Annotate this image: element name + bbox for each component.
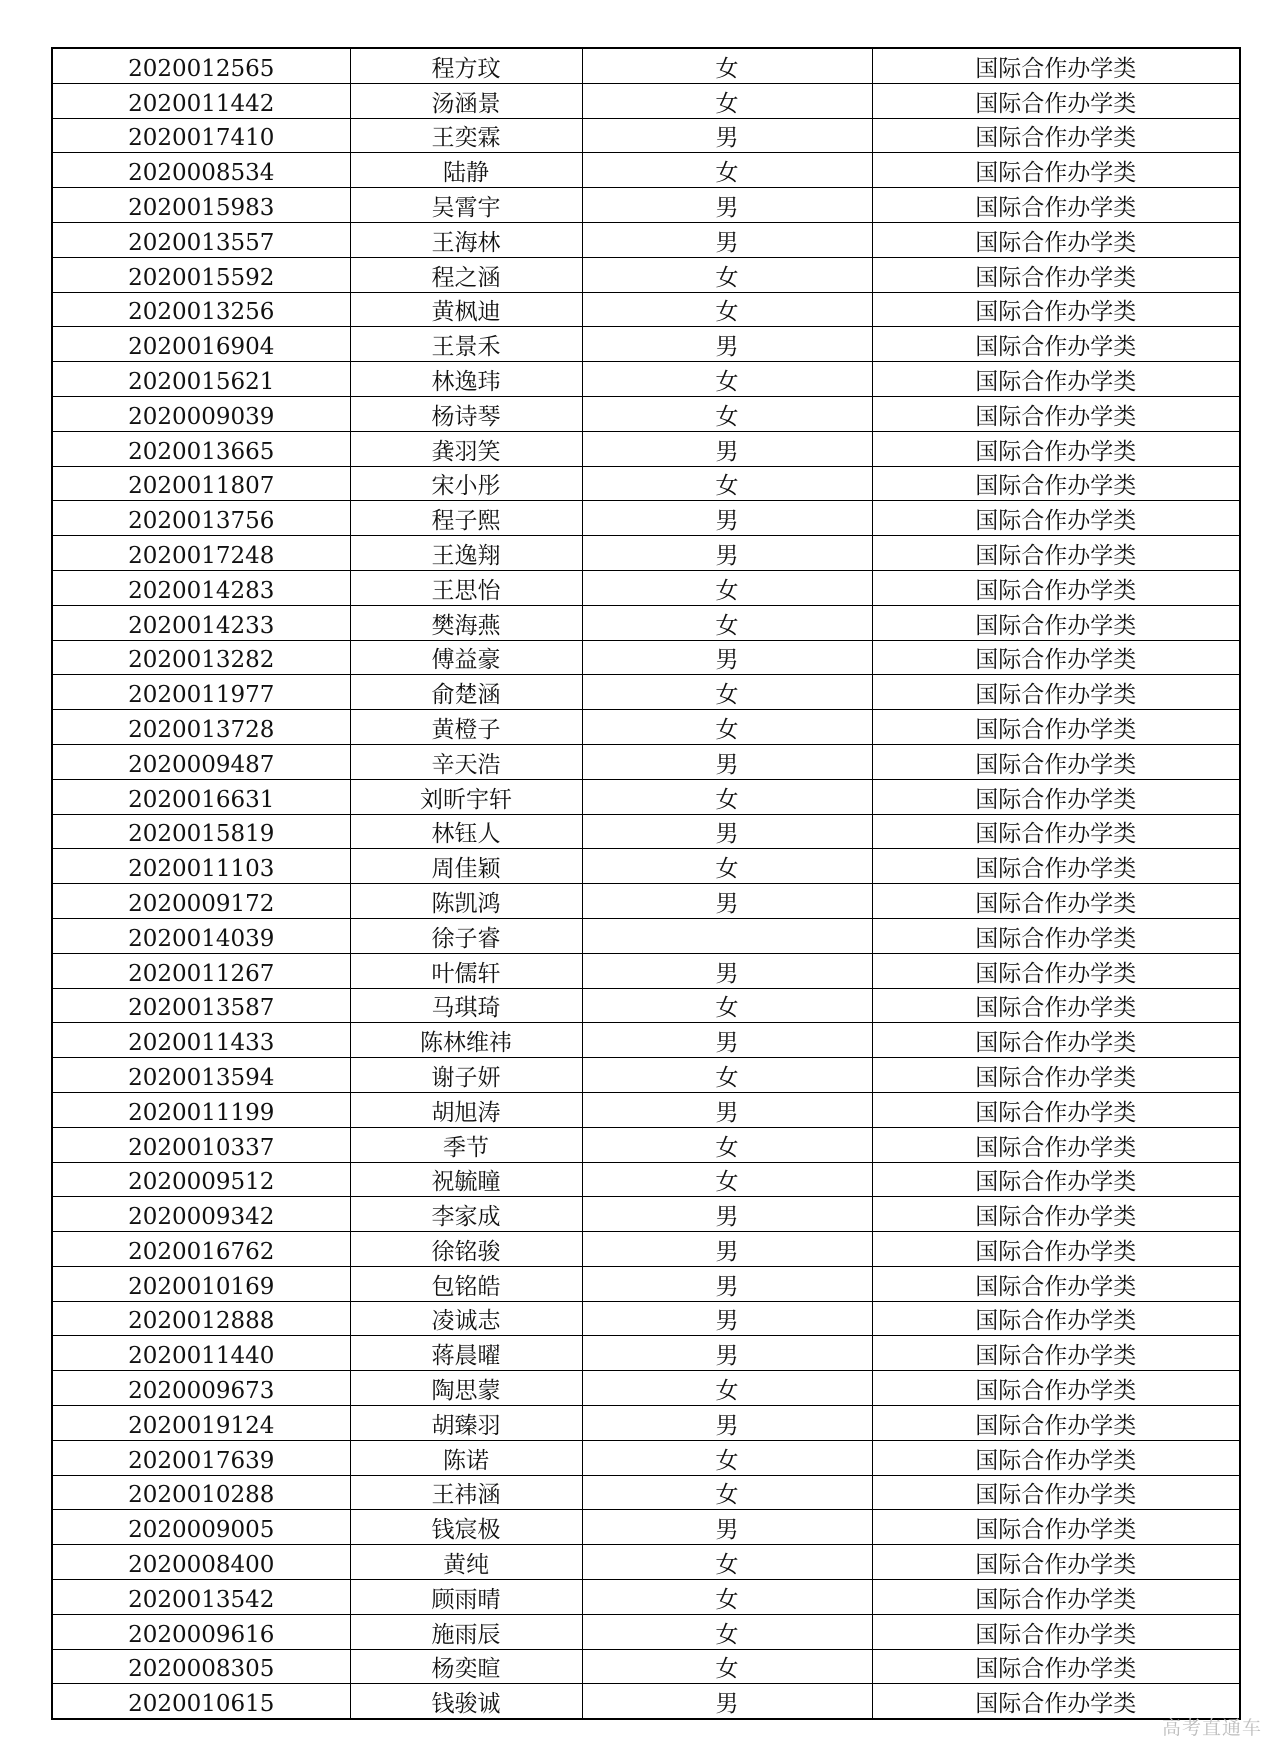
student-name-cell: 凌诚志 <box>350 1301 582 1336</box>
student-name-cell: 包铭皓 <box>350 1266 582 1301</box>
category-cell: 国际合作办学类 <box>872 327 1240 362</box>
category-cell: 国际合作办学类 <box>872 1545 1240 1580</box>
table-row <box>52 1162 1240 1197</box>
table-row <box>52 1545 1240 1580</box>
student-name-cell: 王景禾 <box>350 327 582 362</box>
student-id-cell: 2020008534 <box>52 153 350 188</box>
student-id-cell: 2020013587 <box>52 988 350 1023</box>
gender-cell: 女 <box>582 1580 872 1615</box>
student-name-cell: 胡臻羽 <box>350 1406 582 1441</box>
watermark-text: 高考直通车 <box>1161 1717 1262 1739</box>
gender-cell: 男 <box>582 814 872 849</box>
gender-cell: 女 <box>582 605 872 640</box>
student-name-cell: 杨奕暄 <box>350 1649 582 1684</box>
gender-cell: 女 <box>582 710 872 745</box>
table-row <box>52 327 1240 362</box>
gender-cell: 男 <box>582 118 872 153</box>
table-row <box>52 1684 1240 1719</box>
gender-cell: 女 <box>582 153 872 188</box>
table-row <box>52 466 1240 501</box>
student-id-cell: 2020010169 <box>52 1266 350 1301</box>
category-cell: 国际合作办学类 <box>872 953 1240 988</box>
student-name-cell: 樊海燕 <box>350 605 582 640</box>
table-row <box>52 1127 1240 1162</box>
category-cell: 国际合作办学类 <box>872 222 1240 257</box>
category-cell: 国际合作办学类 <box>872 257 1240 292</box>
table-row <box>52 849 1240 884</box>
gender-cell: 男 <box>582 188 872 223</box>
student-id-cell: 2020008305 <box>52 1649 350 1684</box>
student-id-cell: 2020009172 <box>52 884 350 919</box>
table-row <box>52 1092 1240 1127</box>
table-row <box>52 1301 1240 1336</box>
category-cell: 国际合作办学类 <box>872 48 1240 83</box>
student-name-cell: 程之涵 <box>350 257 582 292</box>
student-id-cell: 2020013665 <box>52 431 350 466</box>
student-name-cell: 辛天浩 <box>350 744 582 779</box>
student-id-cell: 2020011807 <box>52 466 350 501</box>
table-row <box>52 362 1240 397</box>
gender-cell: 女 <box>582 48 872 83</box>
student-id-cell: 2020017639 <box>52 1440 350 1475</box>
gender-cell <box>582 918 872 953</box>
student-name-cell: 季节 <box>350 1127 582 1162</box>
student-id-cell: 2020011199 <box>52 1092 350 1127</box>
table-row <box>52 1406 1240 1441</box>
category-cell: 国际合作办学类 <box>872 1058 1240 1093</box>
category-cell: 国际合作办学类 <box>872 1580 1240 1615</box>
student-id-cell: 2020016904 <box>52 327 350 362</box>
category-cell: 国际合作办学类 <box>872 431 1240 466</box>
table-row <box>52 1232 1240 1267</box>
gender-cell: 男 <box>582 1266 872 1301</box>
category-cell: 国际合作办学类 <box>872 1301 1240 1336</box>
gender-cell: 男 <box>582 640 872 675</box>
student-id-cell: 2020009616 <box>52 1614 350 1649</box>
student-id-cell: 2020012565 <box>52 48 350 83</box>
category-cell: 国际合作办学类 <box>872 1475 1240 1510</box>
student-name-cell: 陈林维祎 <box>350 1023 582 1058</box>
table-row <box>52 570 1240 605</box>
student-id-cell: 2020012888 <box>52 1301 350 1336</box>
table-row <box>52 118 1240 153</box>
gender-cell: 男 <box>582 953 872 988</box>
student-name-cell: 施雨辰 <box>350 1614 582 1649</box>
student-id-cell: 2020015983 <box>52 188 350 223</box>
gender-cell: 男 <box>582 1092 872 1127</box>
category-cell: 国际合作办学类 <box>872 1266 1240 1301</box>
gender-cell: 男 <box>582 501 872 536</box>
student-name-cell: 黄枫迪 <box>350 292 582 327</box>
student-name-cell: 叶儒轩 <box>350 953 582 988</box>
student-id-cell: 2020011440 <box>52 1336 350 1371</box>
gender-cell: 女 <box>582 466 872 501</box>
student-name-cell: 王祎涵 <box>350 1475 582 1510</box>
student-name-cell: 陈凯鸿 <box>350 884 582 919</box>
table-row <box>52 1371 1240 1406</box>
student-id-cell: 2020009512 <box>52 1162 350 1197</box>
gender-cell: 女 <box>582 570 872 605</box>
student-id-cell: 2020019124 <box>52 1406 350 1441</box>
gender-cell: 女 <box>582 1162 872 1197</box>
category-cell: 国际合作办学类 <box>872 362 1240 397</box>
category-cell: 国际合作办学类 <box>872 396 1240 431</box>
table-row <box>52 1649 1240 1684</box>
student-name-cell: 胡旭涛 <box>350 1092 582 1127</box>
gender-cell: 女 <box>582 1545 872 1580</box>
student-id-cell: 2020016631 <box>52 779 350 814</box>
table-row <box>52 431 1240 466</box>
student-id-cell: 2020011977 <box>52 675 350 710</box>
student-name-cell: 王逸翔 <box>350 536 582 571</box>
gender-cell: 男 <box>582 1336 872 1371</box>
category-cell: 国际合作办学类 <box>872 1440 1240 1475</box>
gender-cell: 女 <box>582 362 872 397</box>
table-row <box>52 292 1240 327</box>
table-row <box>52 1266 1240 1301</box>
gender-cell: 男 <box>582 536 872 571</box>
student-name-cell: 周佳颖 <box>350 849 582 884</box>
student-name-cell: 钱宸极 <box>350 1510 582 1545</box>
student-id-cell: 2020011442 <box>52 83 350 118</box>
table-row <box>52 1336 1240 1371</box>
student-id-cell: 2020015592 <box>52 257 350 292</box>
gender-cell: 女 <box>582 83 872 118</box>
table-row <box>52 257 1240 292</box>
gender-cell: 男 <box>582 327 872 362</box>
gender-cell: 女 <box>582 396 872 431</box>
category-cell: 国际合作办学类 <box>872 1649 1240 1684</box>
student-id-cell: 2020009487 <box>52 744 350 779</box>
category-cell: 国际合作办学类 <box>872 1371 1240 1406</box>
student-name-cell: 林逸玮 <box>350 362 582 397</box>
category-cell: 国际合作办学类 <box>872 675 1240 710</box>
table-row <box>52 953 1240 988</box>
category-cell: 国际合作办学类 <box>872 1092 1240 1127</box>
student-id-cell: 2020010288 <box>52 1475 350 1510</box>
table-row <box>52 1614 1240 1649</box>
table-row <box>52 814 1240 849</box>
category-cell: 国际合作办学类 <box>872 710 1240 745</box>
student-name-cell: 王思怡 <box>350 570 582 605</box>
student-id-cell: 2020011433 <box>52 1023 350 1058</box>
gender-cell: 男 <box>582 1406 872 1441</box>
student-id-cell: 2020011267 <box>52 953 350 988</box>
table-row <box>52 1510 1240 1545</box>
category-cell: 国际合作办学类 <box>872 118 1240 153</box>
student-name-cell: 徐铭骏 <box>350 1232 582 1267</box>
student-id-cell: 2020011103 <box>52 849 350 884</box>
category-cell: 国际合作办学类 <box>872 884 1240 919</box>
student-name-cell: 顾雨晴 <box>350 1580 582 1615</box>
table-row <box>52 918 1240 953</box>
category-cell: 国际合作办学类 <box>872 292 1240 327</box>
category-cell: 国际合作办学类 <box>872 988 1240 1023</box>
gender-cell: 男 <box>582 884 872 919</box>
table-row <box>52 153 1240 188</box>
student-name-cell: 傅益豪 <box>350 640 582 675</box>
student-id-cell: 2020013542 <box>52 1580 350 1615</box>
student-name-cell: 黄橙子 <box>350 710 582 745</box>
category-cell: 国际合作办学类 <box>872 744 1240 779</box>
gender-cell: 女 <box>582 1058 872 1093</box>
student-id-cell: 2020013756 <box>52 501 350 536</box>
category-cell: 国际合作办学类 <box>872 1406 1240 1441</box>
category-cell: 国际合作办学类 <box>872 605 1240 640</box>
category-cell: 国际合作办学类 <box>872 188 1240 223</box>
gender-cell: 男 <box>582 1232 872 1267</box>
table-row <box>52 1580 1240 1615</box>
student-name-cell: 陶思蒙 <box>350 1371 582 1406</box>
student-id-cell: 2020013557 <box>52 222 350 257</box>
table-row <box>52 1440 1240 1475</box>
student-id-cell: 2020013256 <box>52 292 350 327</box>
student-name-cell: 林钰人 <box>350 814 582 849</box>
category-cell: 国际合作办学类 <box>872 1162 1240 1197</box>
category-cell: 国际合作办学类 <box>872 1614 1240 1649</box>
gender-cell: 男 <box>582 431 872 466</box>
category-cell: 国际合作办学类 <box>872 814 1240 849</box>
table-row <box>52 536 1240 571</box>
student-name-cell: 徐子睿 <box>350 918 582 953</box>
gender-cell: 女 <box>582 1475 872 1510</box>
category-cell: 国际合作办学类 <box>872 83 1240 118</box>
category-cell: 国际合作办学类 <box>872 779 1240 814</box>
table-row <box>52 188 1240 223</box>
gender-cell: 女 <box>582 675 872 710</box>
student-id-cell: 2020013728 <box>52 710 350 745</box>
gender-cell: 女 <box>582 1371 872 1406</box>
student-name-cell: 汤涵景 <box>350 83 582 118</box>
gender-cell: 女 <box>582 988 872 1023</box>
category-cell: 国际合作办学类 <box>872 536 1240 571</box>
gender-cell: 女 <box>582 1614 872 1649</box>
student-name-cell: 祝毓瞳 <box>350 1162 582 1197</box>
table-row <box>52 48 1240 83</box>
table-row <box>52 1023 1240 1058</box>
gender-cell: 男 <box>582 1301 872 1336</box>
student-name-cell: 宋小彤 <box>350 466 582 501</box>
category-cell: 国际合作办学类 <box>872 1684 1240 1719</box>
student-name-cell: 马琪琦 <box>350 988 582 1023</box>
student-name-cell: 李家成 <box>350 1197 582 1232</box>
student-id-cell: 2020009005 <box>52 1510 350 1545</box>
student-id-cell: 2020016762 <box>52 1232 350 1267</box>
table-row <box>52 640 1240 675</box>
gender-cell: 女 <box>582 779 872 814</box>
student-name-cell: 程方玟 <box>350 48 582 83</box>
gender-cell: 女 <box>582 1440 872 1475</box>
table-row <box>52 83 1240 118</box>
student-id-cell: 2020013594 <box>52 1058 350 1093</box>
student-id-cell: 2020014233 <box>52 605 350 640</box>
category-cell: 国际合作办学类 <box>872 1510 1240 1545</box>
student-name-cell: 钱骏诚 <box>350 1684 582 1719</box>
roster-body <box>52 48 1240 1719</box>
table-row <box>52 1197 1240 1232</box>
category-cell: 国际合作办学类 <box>872 1197 1240 1232</box>
category-cell: 国际合作办学类 <box>872 1023 1240 1058</box>
category-cell: 国际合作办学类 <box>872 849 1240 884</box>
student-name-cell: 谢子妍 <box>350 1058 582 1093</box>
gender-cell: 男 <box>582 222 872 257</box>
student-name-cell: 蒋晨曜 <box>350 1336 582 1371</box>
student-id-cell: 2020008400 <box>52 1545 350 1580</box>
gender-cell: 女 <box>582 1649 872 1684</box>
category-cell: 国际合作办学类 <box>872 918 1240 953</box>
student-name-cell: 陆静 <box>350 153 582 188</box>
table-row <box>52 884 1240 919</box>
gender-cell: 男 <box>582 1197 872 1232</box>
gender-cell: 男 <box>582 1023 872 1058</box>
table-row <box>52 222 1240 257</box>
category-cell: 国际合作办学类 <box>872 1127 1240 1162</box>
student-id-cell: 2020017410 <box>52 118 350 153</box>
student-name-cell: 程子熙 <box>350 501 582 536</box>
student-id-cell: 2020015621 <box>52 362 350 397</box>
table-row <box>52 605 1240 640</box>
table-row <box>52 501 1240 536</box>
student-id-cell: 2020013282 <box>52 640 350 675</box>
category-cell: 国际合作办学类 <box>872 501 1240 536</box>
category-cell: 国际合作办学类 <box>872 466 1240 501</box>
student-id-cell: 2020009039 <box>52 396 350 431</box>
student-name-cell: 俞楚涵 <box>350 675 582 710</box>
student-name-cell: 王海林 <box>350 222 582 257</box>
gender-cell: 女 <box>582 257 872 292</box>
gender-cell: 女 <box>582 849 872 884</box>
table-row <box>52 1475 1240 1510</box>
student-id-cell: 2020009673 <box>52 1371 350 1406</box>
category-cell: 国际合作办学类 <box>872 640 1240 675</box>
table-row <box>52 744 1240 779</box>
student-name-cell: 杨诗琴 <box>350 396 582 431</box>
student-name-cell: 龚羽笑 <box>350 431 582 466</box>
table-row <box>52 988 1240 1023</box>
category-cell: 国际合作办学类 <box>872 570 1240 605</box>
table-row <box>52 779 1240 814</box>
gender-cell: 男 <box>582 1684 872 1719</box>
student-name-cell: 黄纯 <box>350 1545 582 1580</box>
student-name-cell: 刘昕宇轩 <box>350 779 582 814</box>
student-name-cell: 王奕霖 <box>350 118 582 153</box>
student-id-cell: 2020015819 <box>52 814 350 849</box>
student-id-cell: 2020010337 <box>52 1127 350 1162</box>
gender-cell: 女 <box>582 292 872 327</box>
table-row <box>52 396 1240 431</box>
student-id-cell: 2020014283 <box>52 570 350 605</box>
table-row <box>52 710 1240 745</box>
gender-cell: 男 <box>582 1510 872 1545</box>
category-cell: 国际合作办学类 <box>872 153 1240 188</box>
category-cell: 国际合作办学类 <box>872 1336 1240 1371</box>
student-id-cell: 2020017248 <box>52 536 350 571</box>
table-row <box>52 1058 1240 1093</box>
gender-cell: 男 <box>582 744 872 779</box>
student-id-cell: 2020009342 <box>52 1197 350 1232</box>
student-id-cell: 2020010615 <box>52 1684 350 1719</box>
gender-cell: 女 <box>582 1127 872 1162</box>
category-cell: 国际合作办学类 <box>872 1232 1240 1267</box>
student-name-cell: 陈诺 <box>350 1440 582 1475</box>
admission-roster-table <box>51 47 1241 1720</box>
table-row <box>52 675 1240 710</box>
student-id-cell: 2020014039 <box>52 918 350 953</box>
student-name-cell: 吴霄宇 <box>350 188 582 223</box>
